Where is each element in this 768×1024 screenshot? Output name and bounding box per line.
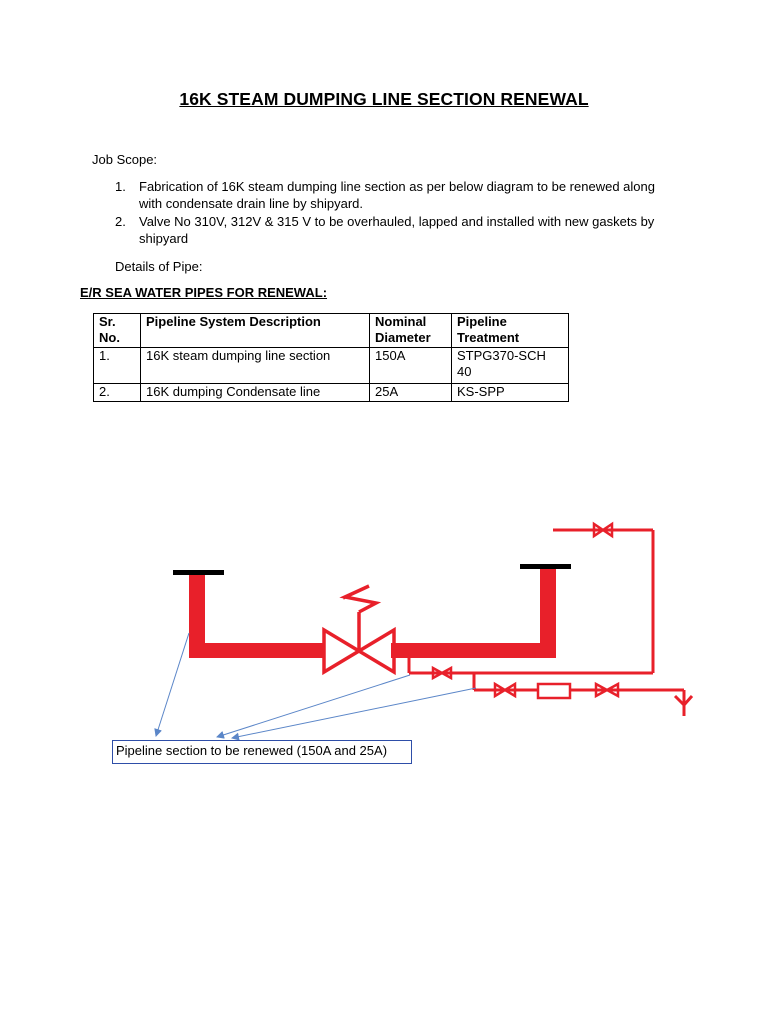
table-cell: 16K steam dumping line section: [141, 348, 370, 384]
scope-item-text: Valve No 310V, 312V & 315 V to be overhauled, lapped and installed with new gaskets by shipyard: [139, 214, 655, 246]
table-header-cell: Sr. No.: [94, 314, 141, 348]
table-cell: KS-SPP: [452, 384, 569, 402]
main-pipe-left: [189, 643, 325, 658]
table-cell: 150A: [370, 348, 452, 384]
strainer-icon: [538, 684, 570, 698]
table-header-cell: Nominal Diameter: [370, 314, 452, 348]
table-cell: 25A: [370, 384, 452, 402]
document-title: 16K STEAM DUMPING LINE SECTION RENEWAL: [179, 89, 589, 109]
table-header-cell: Pipeline System Description: [141, 314, 370, 348]
table-heading: E/R SEA WATER PIPES FOR RENEWAL:: [80, 285, 328, 300]
table-cell: 2.: [94, 384, 141, 402]
relief-valve-icon: [324, 586, 394, 672]
scope-item-number: 2.: [115, 214, 126, 229]
right-flange: [520, 564, 571, 569]
right-vertical-pipe: [540, 569, 556, 658]
main-pipe-right: [391, 643, 556, 658]
table-cell: STPG370-SCH 40: [452, 348, 569, 384]
scope-item-number: 1.: [115, 179, 126, 194]
left-flange: [173, 570, 224, 575]
callout-box: Pipeline section to be renewed (150A and 25A): [112, 740, 412, 764]
table-header-cell: Pipeline Treatment: [452, 314, 569, 348]
details-label: Details of Pipe:: [115, 259, 203, 274]
scope-item-text: Fabrication of 16K steam dumping line section as per below diagram to be renewed along with condensate drain line by shipyard.: [139, 179, 655, 211]
job-scope-label: Job Scope:: [92, 152, 158, 167]
table-cell: 1.: [94, 348, 141, 384]
table-cell: 16K dumping Condensate line: [141, 384, 370, 402]
